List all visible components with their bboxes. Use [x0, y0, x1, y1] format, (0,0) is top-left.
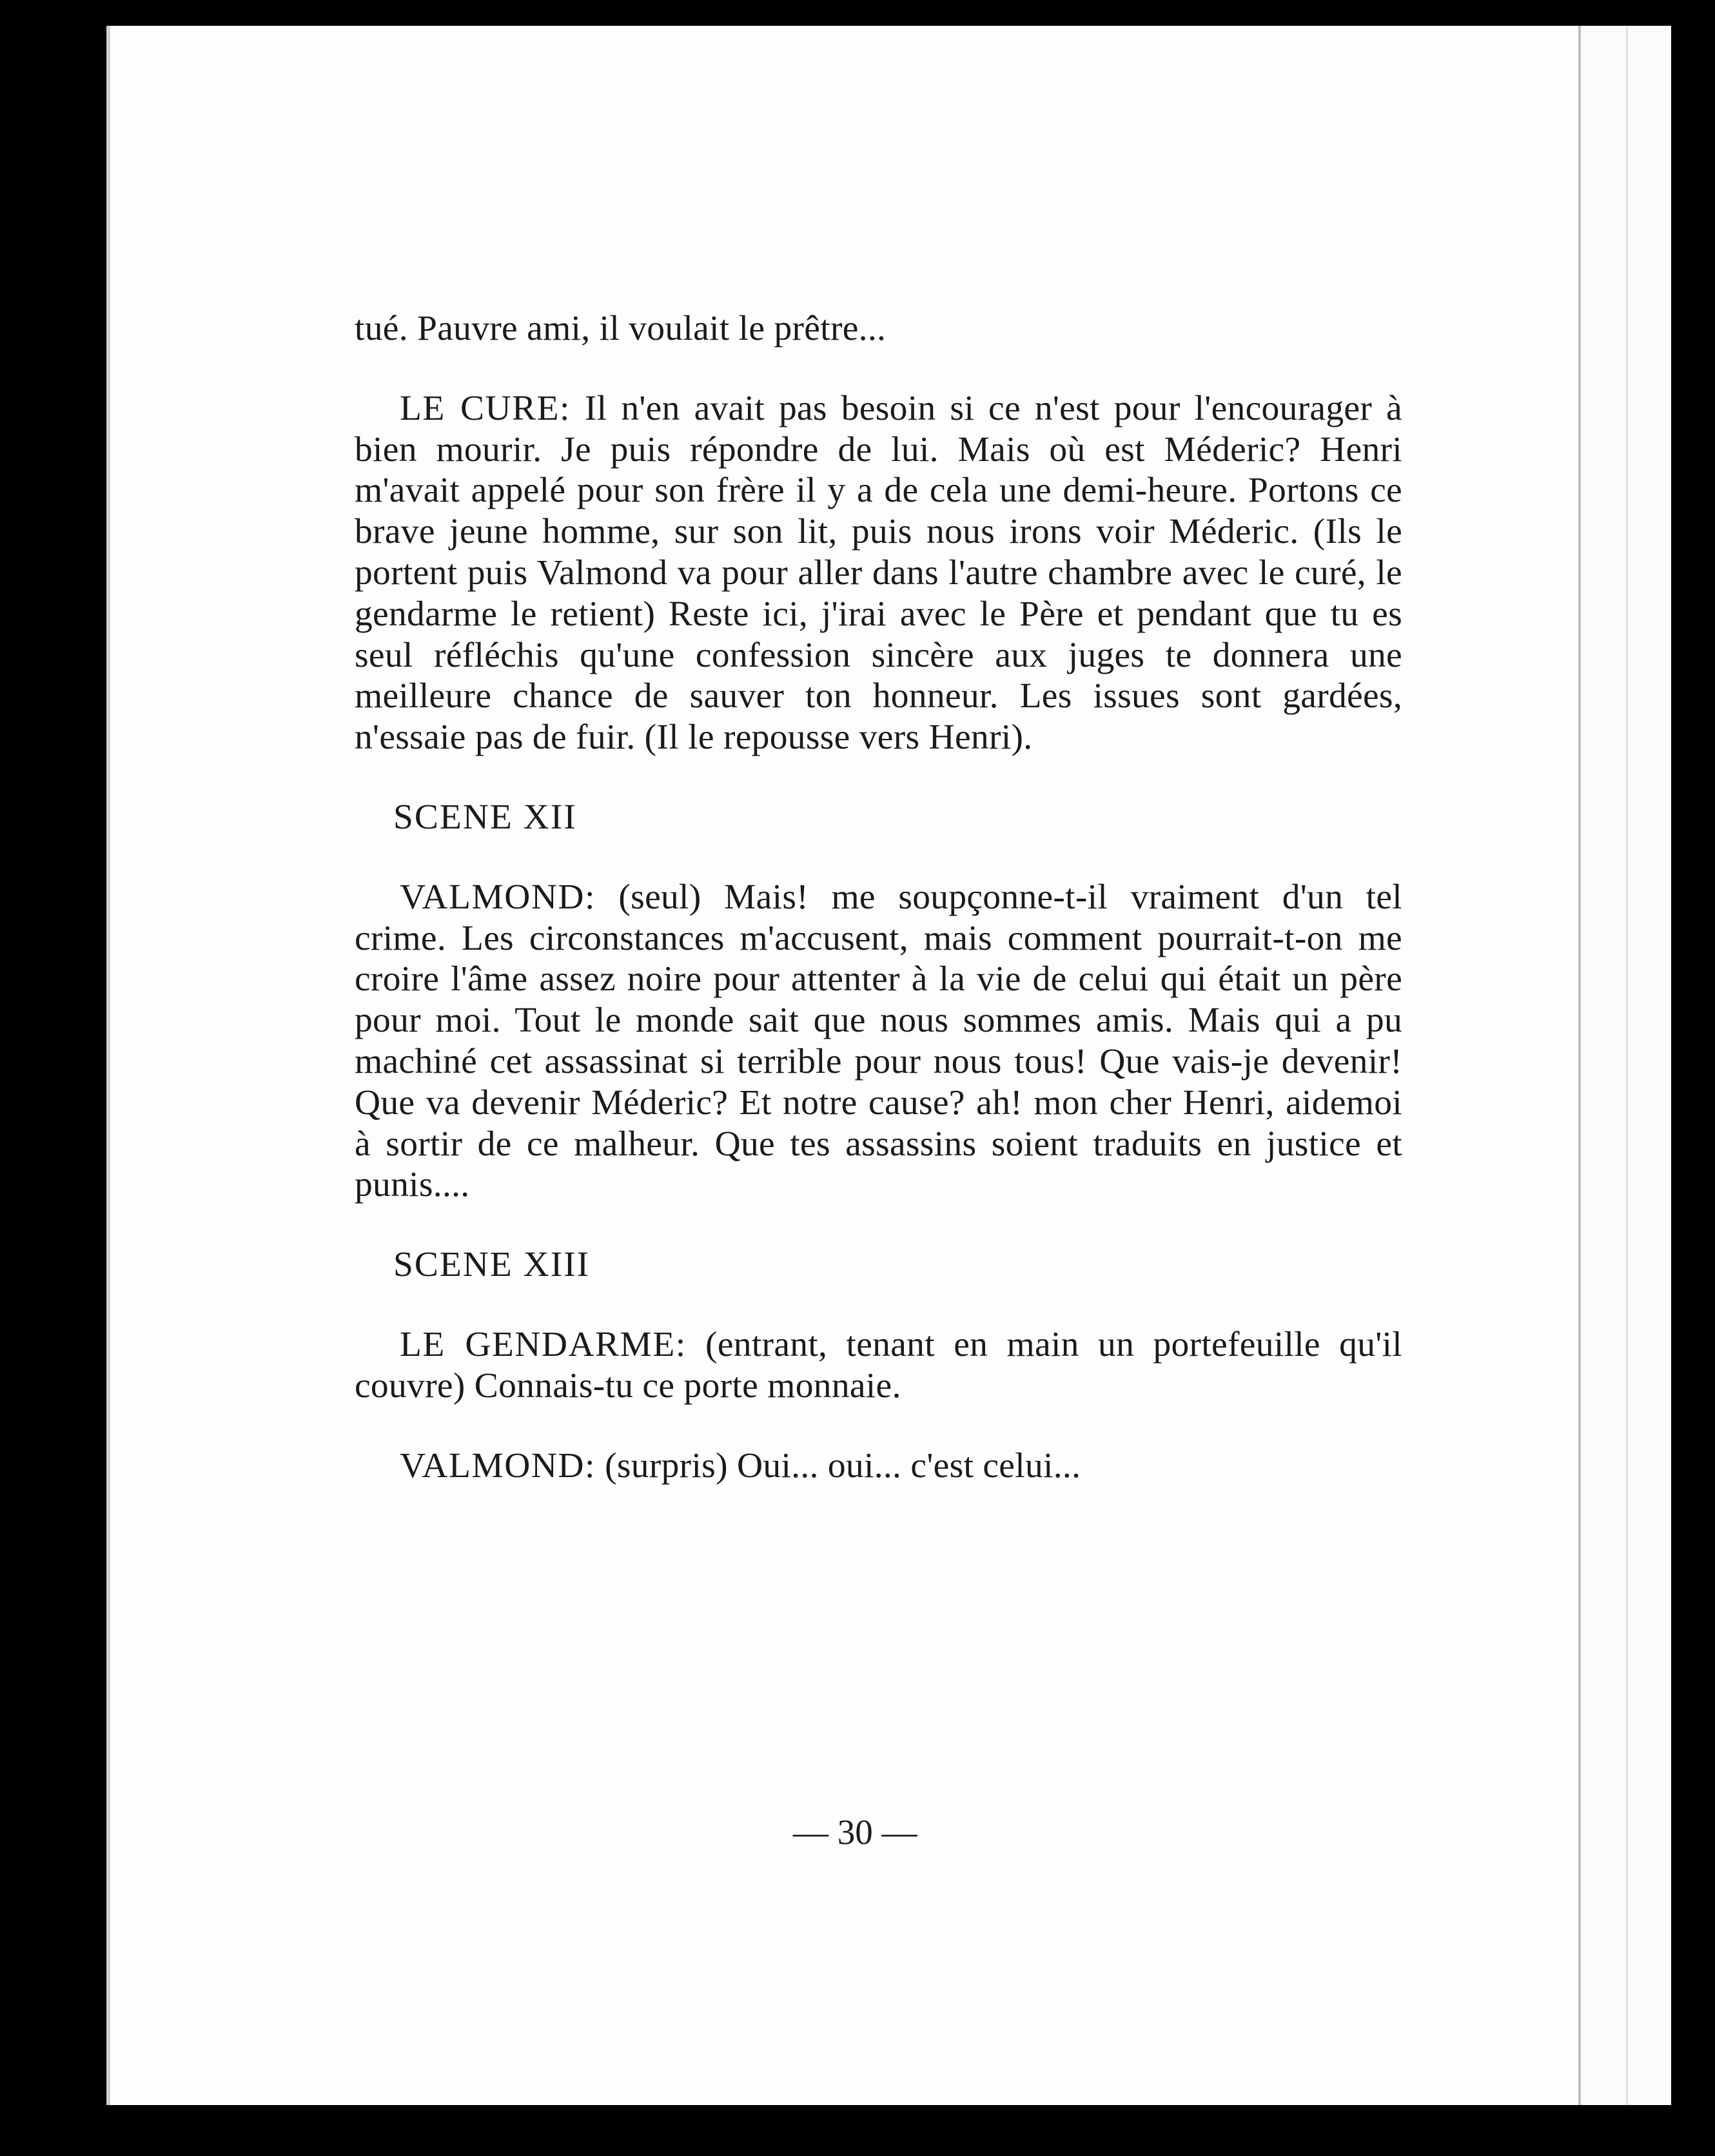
- speaker-valmond: VALMOND:: [400, 877, 596, 917]
- cure-speech: [355, 388, 1402, 758]
- next-page-edge: [1578, 26, 1671, 2105]
- valmond-speech-1: [355, 877, 1402, 1206]
- valmond-speech-2: [355, 1446, 1402, 1487]
- scene-heading-12: SCENE XII: [393, 797, 577, 837]
- speaker-valmond-2: VALMOND:: [400, 1446, 596, 1485]
- page-body: [355, 308, 1402, 1486]
- valmond-text-2: (surpris) Oui... oui... c'est celui...: [605, 1446, 1081, 1485]
- speaker-gendarme: LE GENDARME:: [400, 1324, 687, 1364]
- scene-heading-13: SCENE XIII: [393, 1245, 591, 1285]
- valmond-text-1: (seul) Mais! me soupçonne-t-il vraiment d'un tel crime. Les circonstances m'accusent, mais comment pourrait-t-on me croire l'âme assez noire pour attenter à la vie de celui qui était un père pour moi. Tout le monde sait que nous sommes amis. Mais qui a pu machiné cet assassinat si terrible pour nous tous! Que vais-je devenir! Que va devenir Méderic? Et notre cause? ah! mon cher Henri, aidemoi à sortir de ce malheur. Que tes assassins soient traduits en justice et punis....: [355, 877, 1402, 1205]
- speaker-cure: LE CURE:: [400, 388, 571, 428]
- gendarme-speech: [355, 1324, 1402, 1407]
- gendarme-text: (entrant, tenant en main un portefeuille qu'il couvre) Connais-tu ce porte monnaie.: [355, 1324, 1402, 1406]
- page-number: — 30 —: [793, 1812, 917, 1852]
- continued-line: tué. Pauvre ami, il voulait le prêtre...: [355, 309, 887, 348]
- cure-text: Il n'en avait pas besoin si ce n'est pour l'encourager à bien mourir. Je puis répondre de lui. Mais où est Méderic? Henri m'avait appelé pour son frère il y a de cela une demi-heure. Portons ce brave jeune homme, sur son lit, puis nous irons voir Méderic. (Ils le portent puis Valmond va pour aller dans l'autre chambre avec le curé, le gendarme le retient) Reste ici, j'irai avec le Père et pendant que tu es seul réfléchis qu'une confession sincère aux juges te donnera une meilleure chance de sauver ton honneur. Les issues sont gardées, n'essaie pas de fuir. (Il le repousse vers Henri).: [355, 388, 1402, 758]
